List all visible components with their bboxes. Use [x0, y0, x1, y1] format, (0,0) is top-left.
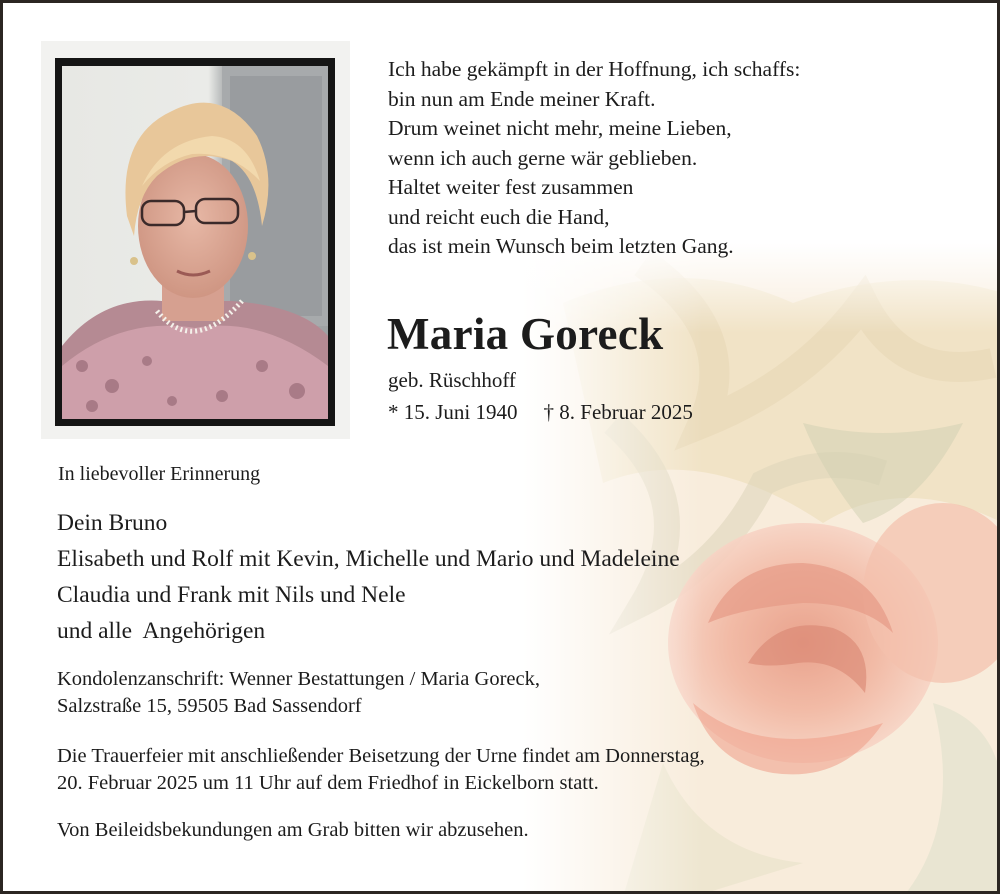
poem-line: und reicht euch die Hand, — [388, 204, 610, 229]
memory-heading: In liebevoller Erinnerung — [58, 463, 261, 485]
poem-line: bin nun am Ende meiner Kraft. — [388, 86, 656, 111]
poem-line: Drum weinet nicht mehr, meine Lieben, — [388, 116, 732, 140]
funeral-service-info — [57, 743, 705, 797]
poem-line: das ist mein Wunsch beim letzten Gang. — [388, 234, 734, 258]
mourner-line: Elisabeth und Rolf mit Kevin, Michelle und Mario und Madeleine — [57, 546, 680, 572]
mourner-line: und alle Angehörigen — [57, 618, 266, 644]
service-line: 20. Februar 2025 um 11 Uhr auf dem Friedhof in Eickelborn statt. — [57, 772, 599, 794]
address-line: Kondolenzanschrift: Wenner Bestattungen / Maria Goreck, — [57, 668, 540, 690]
closing-note: Von Beileidsbekundungen am Grab bitten wir abzusehen. — [57, 819, 529, 841]
portrait-photo — [62, 66, 328, 419]
poem-line: Haltet weiter fest zusammen — [388, 175, 634, 199]
maiden-name: geb. Rüschhoff — [388, 368, 516, 392]
address-line: Salzstraße 15, 59505 Bad Sassendorf — [57, 695, 362, 717]
mourner-line: Dein Bruno — [57, 510, 168, 536]
mourners-list — [57, 505, 680, 649]
life-dates — [388, 400, 693, 425]
deceased-name: Maria Goreck — [387, 309, 664, 359]
service-line: Die Trauerfeier mit anschließender Beisetzung der Urne findet am Donnerstag, — [57, 745, 705, 767]
poem-line: Ich habe gekämpft in der Hoffnung, ich schaffs: — [388, 57, 801, 81]
mourner-line: Claudia und Frank mit Nils und Nele — [57, 582, 406, 608]
condolence-address — [57, 666, 540, 720]
birth-date: * 15. Juni 1940 — [388, 400, 518, 424]
poem — [388, 55, 800, 262]
poem-line: wenn ich auch gerne wär geblieben. — [388, 145, 698, 170]
portrait-frame — [55, 58, 335, 426]
death-date: † 8. Februar 2025 — [543, 400, 693, 424]
